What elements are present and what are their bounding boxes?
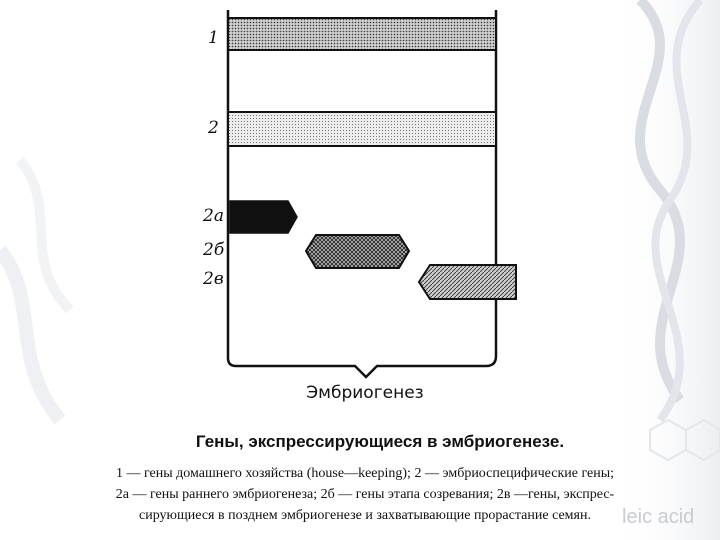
row-label-2v: 2в xyxy=(203,269,224,289)
watermark-text: leic acid xyxy=(622,506,695,528)
caption-line-2: 2а — гены раннего эмбриогенеза; 2б — гены этапа созревания; 2в —гены, экспрес- xyxy=(115,487,615,502)
row-label-2b: 2б xyxy=(203,240,225,260)
row-label-2a: 2а xyxy=(203,206,224,226)
arrow-2v-late xyxy=(419,265,516,299)
caption-title: Гены, экспрессирующиеся в эмбриогенезе. xyxy=(195,432,565,451)
embryogenesis-label: Эмбриогенез xyxy=(306,383,424,403)
band-2-embryo-specific xyxy=(228,112,496,146)
arrow-2a-early xyxy=(230,201,297,233)
arrow-2b-maturation xyxy=(306,235,409,268)
row-label-1: 1 xyxy=(208,28,219,48)
band-1-housekeeping xyxy=(228,18,496,50)
caption-line-1: 1 — гены домашнего хозяйства (house—keeping); 2 — эмбриоспецифические гены; xyxy=(115,466,615,481)
row-label-2: 2 xyxy=(208,118,219,138)
caption-line-3: сирующиеся в позднем эмбриогенезе и захватывающие прорастание семян. xyxy=(139,508,591,523)
embryogenesis-frame xyxy=(228,10,496,377)
